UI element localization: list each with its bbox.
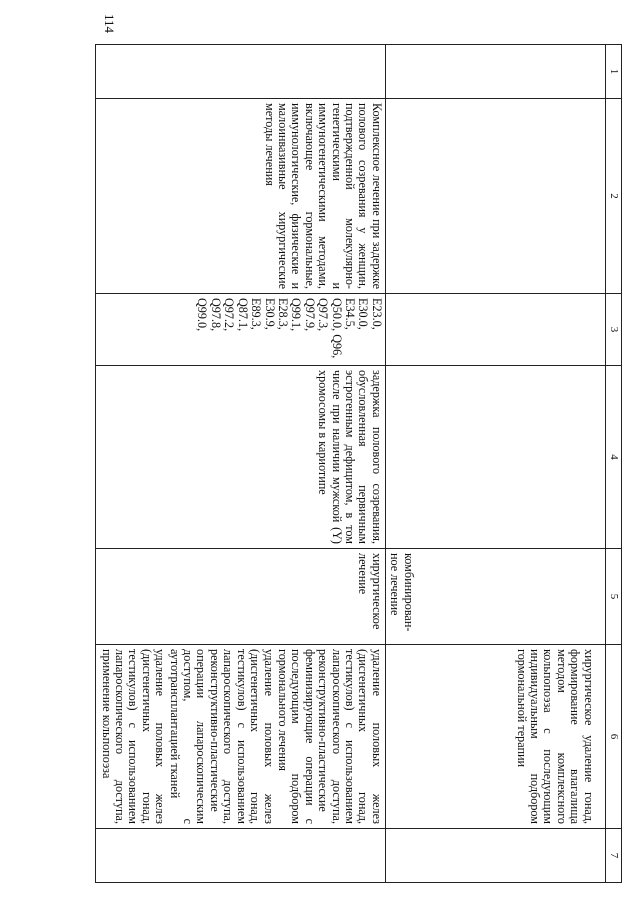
column-header-7: 7 xyxy=(605,829,621,883)
column-header-4: 4 xyxy=(605,366,621,549)
diagnosis-text: задержка полового созревания, обусловленная первичным эстрогенным дефицитом, в том числе при наличии мужской (Y) хромосомы в кариотипе xyxy=(316,370,384,544)
column-header-3: 3 xyxy=(605,294,621,366)
column-number-row xyxy=(605,45,621,883)
cell-number xyxy=(96,45,386,99)
cell-methods xyxy=(96,645,386,829)
cell-diagnosis xyxy=(96,366,386,549)
table-row-combined-treatment xyxy=(385,45,605,883)
model-text: Комплексное лечение при задержке полового созревания у женщин, подтвержденной молекулярно-генетическими и иммуногенетическими методами, включающее гормональные, иммунологические, физические и малоинвазивные хирургические методы лечения xyxy=(262,103,384,289)
cell-codes xyxy=(385,294,605,366)
method-text: хирургическое удаление гонад, формирование влагалища методом комплексного кольпопоэза с последующим индивидуальным подбором гормональной терапии xyxy=(514,649,596,824)
column-header-1: 1 xyxy=(605,45,621,99)
treatment-type-surgical: хирургическое лечение xyxy=(356,553,384,630)
method-item: удаление половых желез (дисгенетичных гонад, тестикулов) с использованием лапароскопического доступа, реконструктивно-пластические феминизирующие операции с последующим подбором гормонального лечения xyxy=(275,649,384,824)
cell-codes xyxy=(96,294,386,366)
rotated-table-page xyxy=(99,44,622,882)
cell-treatment-type xyxy=(96,549,386,645)
cell-cost xyxy=(385,829,605,883)
cell-model xyxy=(96,99,386,294)
column-header-6: 6 xyxy=(605,645,621,829)
method-item: удаление половых желез (дисгенетичных гонад, тестикулов) с использованием лапароскопического доступа, применение кольпопоэза xyxy=(99,649,168,824)
column-header-5: 5 xyxy=(605,549,621,645)
column-header-2: 2 xyxy=(605,99,621,294)
cell-number xyxy=(385,45,605,99)
cell-diagnosis xyxy=(385,366,605,549)
page-number: 114 xyxy=(102,14,117,34)
cell-model xyxy=(385,99,605,294)
cell-cost xyxy=(96,829,386,883)
treatment-type-combined: комбинирован-ное лечение xyxy=(388,553,416,632)
cell-treatment-type xyxy=(385,549,605,645)
codes-text: E23.0, E30.0, E34.5, Q50.0, Q96, Q97.3, Q97.9, Q99.1, E28.3, E30.9, E89.3, Q87.1, Q97.2, Q97.8, Q99.0, xyxy=(195,298,384,359)
medical-services-table xyxy=(95,44,622,883)
cell-method xyxy=(385,645,605,829)
table-row-surgical-treatment xyxy=(96,45,386,883)
method-item: удаление половых желез (дисгенетичных гонад, тестикулов) с использованием лапароскопического доступа, реконструктивно-пластические операции лапароскопическим доступом, с аутотрансплантацией тканей xyxy=(167,649,276,824)
